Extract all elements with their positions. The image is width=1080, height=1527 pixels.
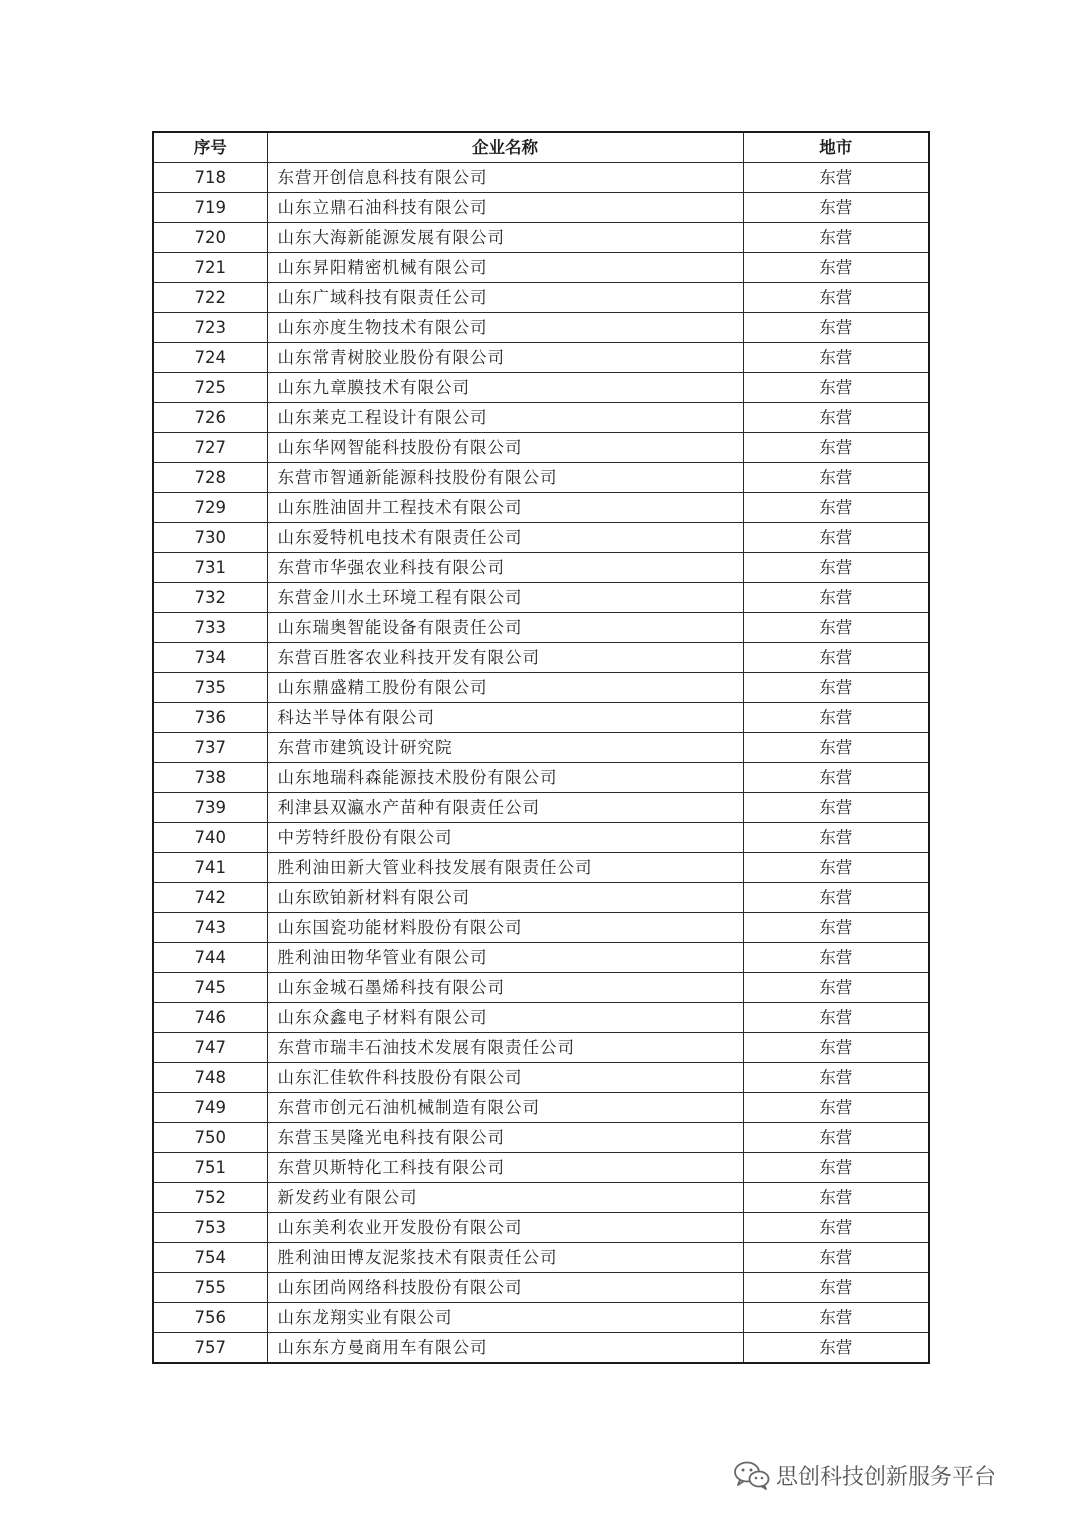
table-row xyxy=(153,823,929,853)
city-name: 东营 xyxy=(743,643,929,673)
row-number: 728 xyxy=(153,463,267,493)
watermark-text: 思创科技创新服务平台 xyxy=(776,1464,997,1490)
row-number: 737 xyxy=(153,733,267,763)
table-row xyxy=(153,883,929,913)
city-name: 东营 xyxy=(743,793,929,823)
row-number: 735 xyxy=(153,673,267,703)
company-name: 山东莱克工程设计有限公司 xyxy=(267,403,743,433)
city-name: 东营 xyxy=(743,1153,929,1183)
table-row xyxy=(153,1213,929,1243)
row-number: 726 xyxy=(153,403,267,433)
row-number: 734 xyxy=(153,643,267,673)
row-number: 754 xyxy=(153,1243,267,1273)
row-number: 724 xyxy=(153,343,267,373)
table-row xyxy=(153,973,929,1003)
table-row xyxy=(153,673,929,703)
table-row xyxy=(153,283,929,313)
row-number: 743 xyxy=(153,913,267,943)
table-row xyxy=(153,1153,929,1183)
table-header xyxy=(153,132,929,163)
city-name: 东营 xyxy=(743,1003,929,1033)
table-row xyxy=(153,703,929,733)
company-name: 东营百胜客农业科技开发有限公司 xyxy=(267,643,743,673)
row-number: 731 xyxy=(153,553,267,583)
city-name: 东营 xyxy=(743,253,929,283)
table-row xyxy=(153,1273,929,1303)
company-name: 东营市瑞丰石油技术发展有限责任公司 xyxy=(267,1033,743,1063)
row-number: 727 xyxy=(153,433,267,463)
row-number: 740 xyxy=(153,823,267,853)
city-name: 东营 xyxy=(743,613,929,643)
row-number: 746 xyxy=(153,1003,267,1033)
city-name: 东营 xyxy=(743,1303,929,1333)
city-name: 东营 xyxy=(743,1273,929,1303)
row-number: 749 xyxy=(153,1093,267,1123)
row-number: 729 xyxy=(153,493,267,523)
city-name: 东营 xyxy=(743,1333,929,1364)
city-name: 东营 xyxy=(743,583,929,613)
table-row xyxy=(153,733,929,763)
company-name: 科达半导体有限公司 xyxy=(267,703,743,733)
company-name: 胜利油田物华管业有限公司 xyxy=(267,943,743,973)
wechat-icon xyxy=(732,1460,772,1490)
row-number: 738 xyxy=(153,763,267,793)
city-name: 东营 xyxy=(743,163,929,193)
company-name: 利津县双瀛水产苗种有限责任公司 xyxy=(267,793,743,823)
row-number: 757 xyxy=(153,1333,267,1364)
header-number: 序号 xyxy=(153,132,267,163)
city-name: 东营 xyxy=(743,403,929,433)
row-number: 753 xyxy=(153,1213,267,1243)
city-name: 东营 xyxy=(743,1213,929,1243)
row-number: 751 xyxy=(153,1153,267,1183)
company-name: 东营贝斯特化工科技有限公司 xyxy=(267,1153,743,1183)
table-row xyxy=(153,943,929,973)
company-name: 山东东方曼商用车有限公司 xyxy=(267,1333,743,1364)
table-row xyxy=(153,463,929,493)
row-number: 744 xyxy=(153,943,267,973)
company-name: 东营玉昊隆光电科技有限公司 xyxy=(267,1123,743,1153)
row-number: 748 xyxy=(153,1063,267,1093)
row-number: 742 xyxy=(153,883,267,913)
company-name: 东营开创信息科技有限公司 xyxy=(267,163,743,193)
city-name: 东营 xyxy=(743,943,929,973)
row-number: 721 xyxy=(153,253,267,283)
table-row xyxy=(153,313,929,343)
city-name: 东营 xyxy=(743,313,929,343)
row-number: 733 xyxy=(153,613,267,643)
company-name: 山东爱特机电技术有限责任公司 xyxy=(267,523,743,553)
city-name: 东营 xyxy=(743,733,929,763)
table-row xyxy=(153,253,929,283)
city-name: 东营 xyxy=(743,433,929,463)
table-row xyxy=(153,793,929,823)
table-row xyxy=(153,1003,929,1033)
city-name: 东营 xyxy=(743,283,929,313)
company-name: 东营金川水土环境工程有限公司 xyxy=(267,583,743,613)
company-name: 山东亦度生物技术有限公司 xyxy=(267,313,743,343)
city-name: 东营 xyxy=(743,1063,929,1093)
company-name: 中芳特纤股份有限公司 xyxy=(267,823,743,853)
row-number: 730 xyxy=(153,523,267,553)
table-row xyxy=(153,343,929,373)
table-row xyxy=(153,1333,929,1364)
table-row xyxy=(153,763,929,793)
company-name: 山东龙翔实业有限公司 xyxy=(267,1303,743,1333)
company-name: 新发药业有限公司 xyxy=(267,1183,743,1213)
company-name: 胜利油田博友泥浆技术有限责任公司 xyxy=(267,1243,743,1273)
row-number: 745 xyxy=(153,973,267,1003)
company-name: 山东众鑫电子材料有限公司 xyxy=(267,1003,743,1033)
table-row xyxy=(153,613,929,643)
company-name: 东营市华强农业科技有限公司 xyxy=(267,553,743,583)
company-name: 山东美利农业开发股份有限公司 xyxy=(267,1213,743,1243)
company-name: 山东昇阳精密机械有限公司 xyxy=(267,253,743,283)
table-row xyxy=(153,1183,929,1213)
table-row xyxy=(153,1093,929,1123)
city-name: 东营 xyxy=(743,553,929,583)
table-row xyxy=(153,1123,929,1153)
company-name: 山东鼎盛精工股份有限公司 xyxy=(267,673,743,703)
city-name: 东营 xyxy=(743,763,929,793)
header-company-name: 企业名称 xyxy=(267,132,743,163)
table-row xyxy=(153,493,929,523)
table-row xyxy=(153,373,929,403)
city-name: 东营 xyxy=(743,223,929,253)
row-number: 719 xyxy=(153,193,267,223)
table-row xyxy=(153,643,929,673)
table-row xyxy=(153,223,929,253)
city-name: 东营 xyxy=(743,823,929,853)
table-row xyxy=(153,583,929,613)
table-row xyxy=(153,163,929,193)
company-name: 山东国瓷功能材料股份有限公司 xyxy=(267,913,743,943)
row-number: 720 xyxy=(153,223,267,253)
company-name: 山东胜油固井工程技术有限公司 xyxy=(267,493,743,523)
row-number: 722 xyxy=(153,283,267,313)
city-name: 东营 xyxy=(743,493,929,523)
company-name: 山东大海新能源发展有限公司 xyxy=(267,223,743,253)
city-name: 东营 xyxy=(743,463,929,493)
city-name: 东营 xyxy=(743,1243,929,1273)
city-name: 东营 xyxy=(743,883,929,913)
city-name: 东营 xyxy=(743,193,929,223)
row-number: 756 xyxy=(153,1303,267,1333)
row-number: 747 xyxy=(153,1033,267,1063)
header-row xyxy=(153,132,929,163)
company-name: 山东团尚网络科技股份有限公司 xyxy=(267,1273,743,1303)
city-name: 东营 xyxy=(743,853,929,883)
row-number: 755 xyxy=(153,1273,267,1303)
company-name: 东营市智通新能源科技股份有限公司 xyxy=(267,463,743,493)
company-name: 山东九章膜技术有限公司 xyxy=(267,373,743,403)
header-city: 地市 xyxy=(743,132,929,163)
city-name: 东营 xyxy=(743,1123,929,1153)
row-number: 723 xyxy=(153,313,267,343)
table-row xyxy=(153,1063,929,1093)
row-number: 739 xyxy=(153,793,267,823)
company-name: 山东立鼎石油科技有限公司 xyxy=(267,193,743,223)
city-name: 东营 xyxy=(743,673,929,703)
table-row xyxy=(153,853,929,883)
company-name: 东营市建筑设计研究院 xyxy=(267,733,743,763)
table-row xyxy=(153,433,929,463)
table-row xyxy=(153,913,929,943)
city-name: 东营 xyxy=(743,973,929,1003)
company-name: 山东瑞奥智能设备有限责任公司 xyxy=(267,613,743,643)
table-row xyxy=(153,1243,929,1273)
table-row xyxy=(153,1303,929,1333)
city-name: 东营 xyxy=(743,343,929,373)
company-name: 山东金城石墨烯科技有限公司 xyxy=(267,973,743,1003)
company-name: 山东欧铂新材料有限公司 xyxy=(267,883,743,913)
company-name: 山东广域科技有限责任公司 xyxy=(267,283,743,313)
company-name: 胜利油田新大管业科技发展有限责任公司 xyxy=(267,853,743,883)
city-name: 东营 xyxy=(743,1033,929,1063)
city-name: 东营 xyxy=(743,703,929,733)
table-row xyxy=(153,523,929,553)
row-number: 732 xyxy=(153,583,267,613)
row-number: 752 xyxy=(153,1183,267,1213)
table-body xyxy=(153,163,929,1364)
company-table xyxy=(152,131,930,1364)
city-name: 东营 xyxy=(743,523,929,553)
company-name: 山东常青树胶业股份有限公司 xyxy=(267,343,743,373)
table-row xyxy=(153,553,929,583)
city-name: 东营 xyxy=(743,913,929,943)
table-row xyxy=(153,1033,929,1063)
row-number: 736 xyxy=(153,703,267,733)
table-row xyxy=(153,403,929,433)
company-name: 山东地瑞科森能源技术股份有限公司 xyxy=(267,763,743,793)
row-number: 718 xyxy=(153,163,267,193)
city-name: 东营 xyxy=(743,373,929,403)
city-name: 东营 xyxy=(743,1183,929,1213)
row-number: 741 xyxy=(153,853,267,883)
company-name: 山东华网智能科技股份有限公司 xyxy=(267,433,743,463)
company-name: 山东汇佳软件科技股份有限公司 xyxy=(267,1063,743,1093)
watermark xyxy=(732,1460,996,1490)
city-name: 东营 xyxy=(743,1093,929,1123)
company-name: 东营市创元石油机械制造有限公司 xyxy=(267,1093,743,1123)
row-number: 725 xyxy=(153,373,267,403)
table-row xyxy=(153,193,929,223)
row-number: 750 xyxy=(153,1123,267,1153)
